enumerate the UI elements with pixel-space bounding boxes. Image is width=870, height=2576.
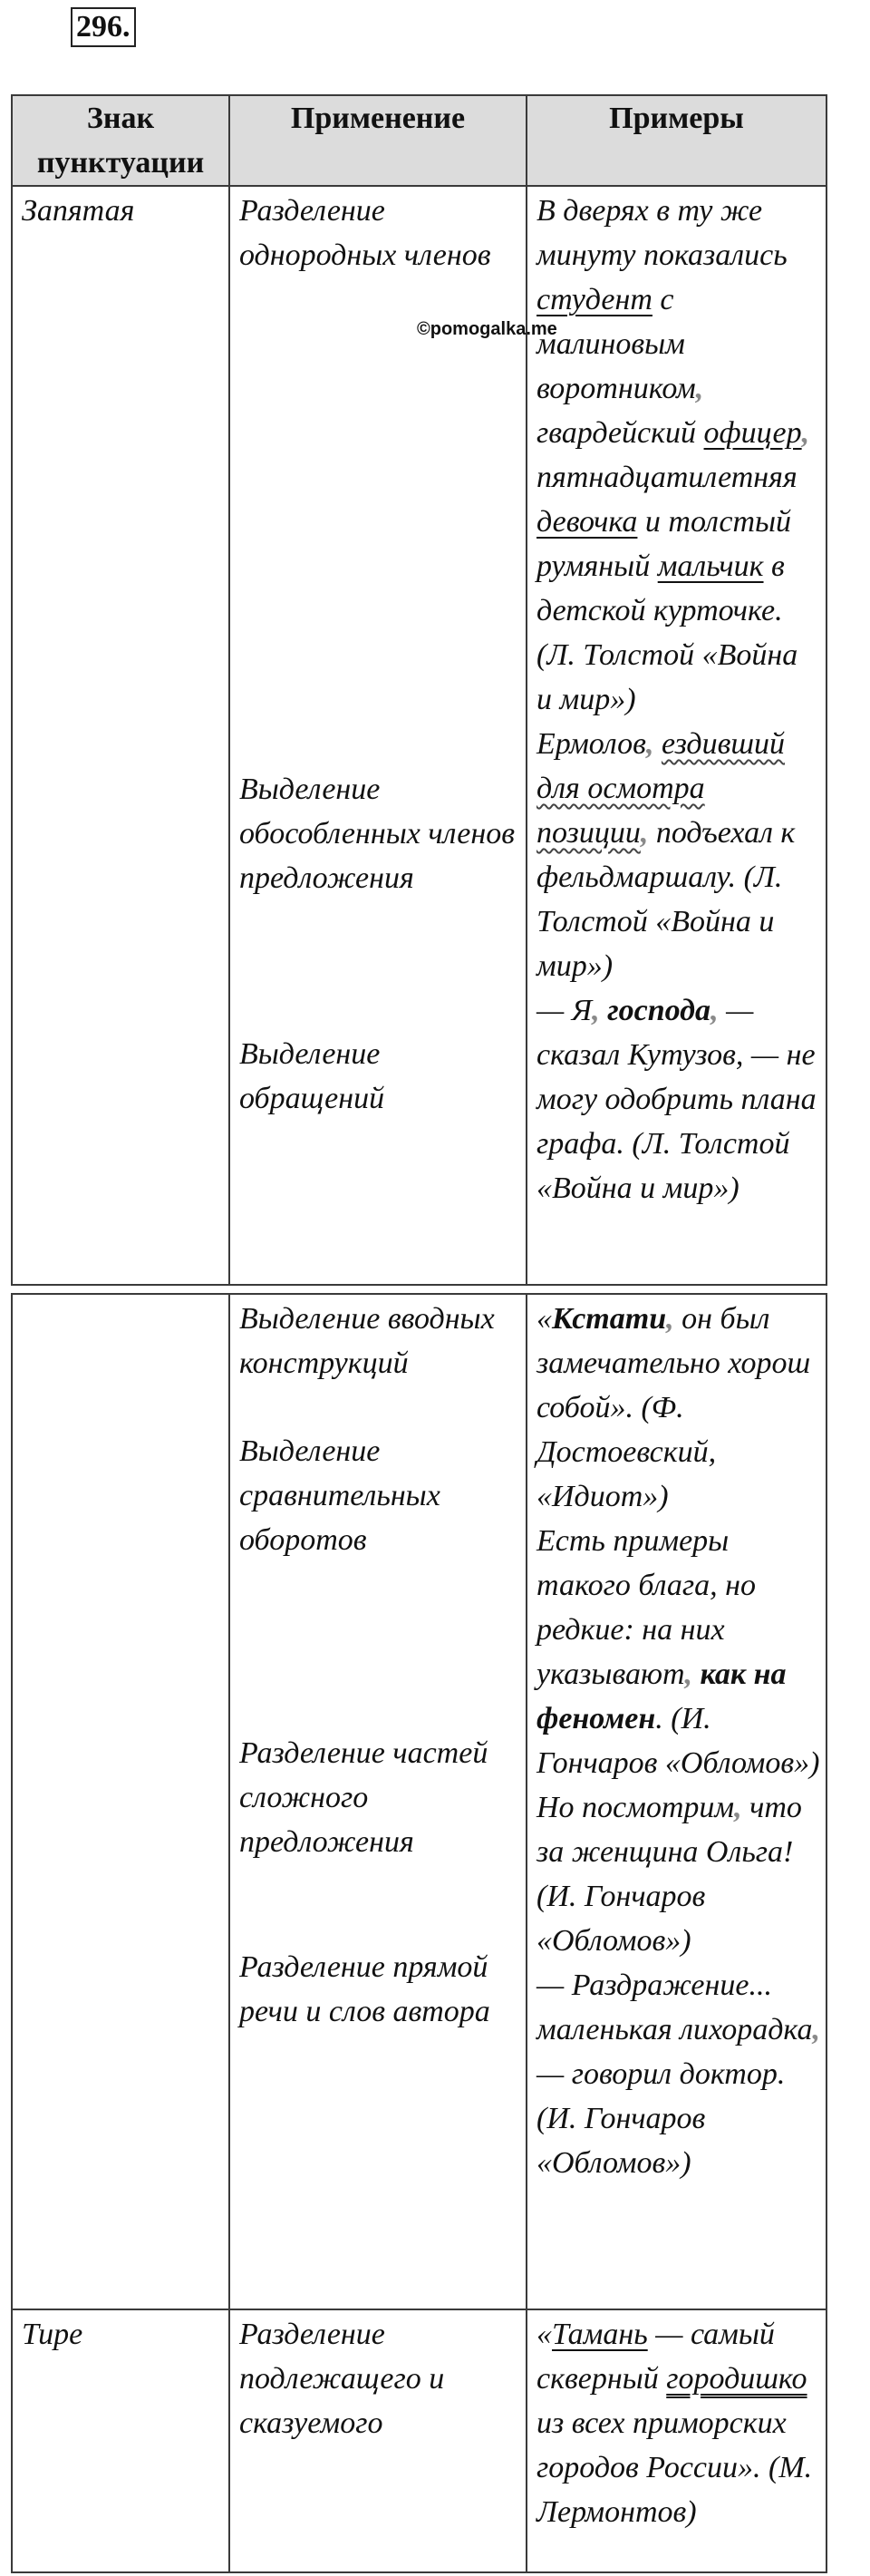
usage-item: Разделение подлежащего и сказуемого [239, 2318, 445, 2440]
mark-cell [12, 1294, 229, 2309]
usage-item: Выделение обращений [239, 1037, 385, 1115]
usage-item: Разделение прямой речи и слов автора [239, 1950, 490, 2028]
table-header-row [12, 95, 826, 186]
usage-item: Выделение обособленных членов предложения [239, 773, 515, 895]
usage-cell [229, 1294, 527, 2309]
table-row [12, 186, 826, 1285]
example-text: — Раздражение... маленькая лихорадка, — говорил доктор. (И. Гончаров «Обломов») [536, 1968, 820, 2180]
usage-item: Разделение однородных членов [239, 194, 491, 272]
usage-cell [229, 2309, 527, 2572]
table-row [12, 1294, 826, 2309]
usage-item: Разделение частей сложного предложения [239, 1736, 488, 1859]
examples-cell [527, 186, 826, 1285]
example-text: Но посмотрим, что за женщина Ольга! (И. Гончаров «Обломов») [536, 1791, 802, 1958]
header-usage: Применение [229, 95, 527, 186]
header-examples: Примеры [527, 95, 826, 186]
mark-dash: Тире [22, 2318, 83, 2351]
mark-cell [12, 186, 229, 1285]
example-text: «Кстати, он был замечательно хорош собой». (Ф. Достоевский, «Идиот») [536, 1302, 811, 1513]
header-mark: Знак пунктуации [12, 95, 229, 186]
example-text: Ермолов, ездивший для осмотра позиции, подъехал к фельдмаршалу. (Л. Толстой «Война и мир») [536, 727, 796, 983]
watermark: ©pomogalka.me [417, 319, 557, 339]
punctuation-table-continued [11, 1293, 827, 2573]
usage-item: Выделение сравнительных оборотов [239, 1434, 440, 1557]
example-text: В дверях в ту же минуту показались студент с малиновым воротником, гвардейский офицер, пятнадцатилетняя девочка и толстый румяный мальчик в детской курточке. (Л. Толстой «Война и мир») [536, 194, 810, 716]
examples-cell [527, 1294, 826, 2309]
table-row [12, 2309, 826, 2572]
examples-cell [527, 2309, 826, 2572]
usage-item: Выделение вводных конструкций [239, 1302, 495, 1380]
mark-cell [12, 2309, 229, 2572]
example-text: — Я, господа, — сказал Кутузов, — не могу одобрить плана графа. (Л. Толстой «Война и мир») [536, 994, 817, 1205]
mark-comma: Запятая [22, 194, 135, 228]
usage-cell [229, 186, 527, 1285]
example-text: «Тамань — самый скверный городишко из всех приморских городов России». (М. Лермонтов) [536, 2318, 813, 2529]
task-number: 296. [71, 7, 136, 47]
example-text: Есть примеры такого блага, но редкие: на них указывают, как на феномен. (И. Гончаров «Обломов») [536, 1524, 820, 1780]
punctuation-table-comma [11, 94, 827, 1286]
